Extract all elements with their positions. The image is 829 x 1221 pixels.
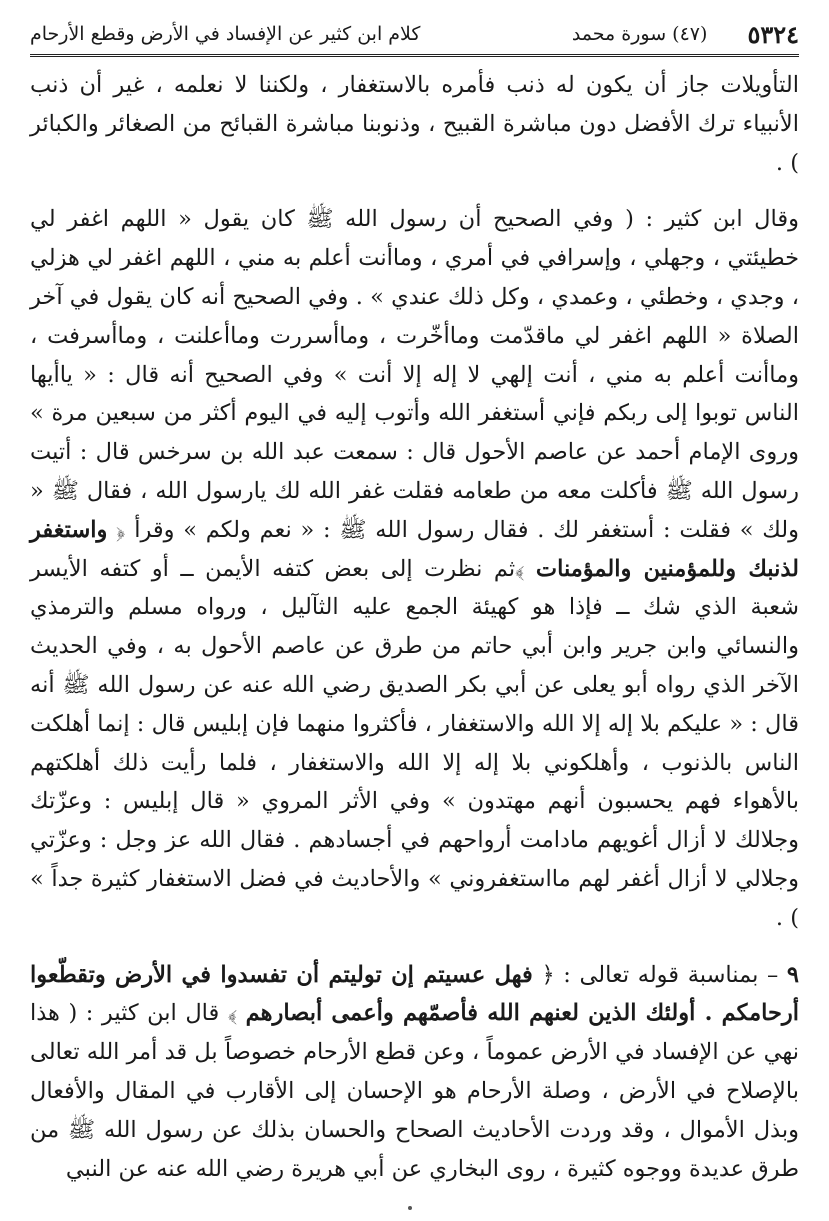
page-mark (408, 1206, 412, 1210)
text-run: – بمناسبة قوله تعالى : ﴿ (532, 961, 787, 988)
paragraph (30, 66, 799, 182)
bold-text: فهل عسيتم إن توليتم أن تفسدوا في الأرض وتقطّعوا أرحامكم . أولئك الذين لعنهم الله فأصمّهم وأعمى أبصارهم (30, 961, 800, 1027)
page-body (30, 66, 799, 1188)
text-run: ﴾ثم نظرت إلى بعض كتفه الأيمن ــ أو كتفه الأيسر شعبة الذي شك ــ فإذا هو كهيئة الجمع عليه الثآليل ، ورواه مسلم والترمذي والنسائي وابن جرير وابن أبي حاتم من طرق عن عاصم الأحول به ، وفي الحديث الآخر الذي رواه أبو يعلى عن أبي بكر الصديق رضي الله عنه عن رسول الله ﷺ أنه قال : « عليكم بلا إله إلا الله والاستغفار ، فأكثروا منهما فإن إبليس قال : إنما أهلكت الناس بالذنوب ، وأهلكوني بلا إله إلا الله والاستغفار ، فلما رأيت ذلك أهلكتهم بالأهواء فهم يحسبون أنهم مهتدون » وفي الأثر المروي « قال إبليس : وعزّتك وجلالك لا أزال أغويهم مادامت أرواحهم في أجسادهم . فقال الله عز وجل : وعزّتي وجلالي لا أزال أغفر لهم مااستغفروني » والأحاديث في فضل الاستغفار كثيرة جداً » ) . (30, 555, 799, 931)
bold-text: واستغفر لذنبك وللمؤمنين والمؤمنات (30, 516, 800, 582)
paragraph (30, 200, 799, 937)
page-number: ٥٣٢٤ (747, 19, 799, 49)
bold-text: ٩ (786, 961, 799, 988)
text-run: وقال ابن كثير : ( وفي الصحيح أن رسول الله ﷺ كان يقول « اللهم اغفر لي خطيئتي ، وجهلي ، وإسرافي في أمري ، وماأنت أعلم به مني ، اللهم اغفر لي هزلي ، وجدي ، وخطئي ، وعمدي ، وكل ذلك عندي » . وفي الصحيح أنه كان يقول في آخر الصلاة « اللهم اغفر لي ماقدّمت وماأخّرت ، وماأسررت وماأعلنت ، وماأسرفت ، وماأنت أعلم به مني ، أنت إلهي لا إله إلا أنت » وفي الصحيح أنه قال : « ياأيها الناس توبوا إلى ربكم فإني أستغفر الله وأتوب إليه في اليوم أكثر من سبعين مرة » وروى الإمام أحمد عن عاصم الأحول قال : سمعت عبد الله بن سرخس قال : أتيت رسول الله ﷺ فأكلت معه من طعامه فقلت غفر الله لك يارسول الله ، فقال ﷺ « ولك » فقلت : أستغفر لك . فقال رسول الله ﷺ : « نعم ولكم » وقرأ ﴿ (30, 206, 800, 543)
text-run: ﴾ قال ابن كثير : ( هذا نهي عن الإفساد في الأرض عموماً ، وعن قطع الأرحام خصوصاً بل قد أمر الله تعالى بالإصلاح في الأرض ، وصلة الأرحام هو الإحسان إلى الأقارب في المقال والأفعال وبذل الأموال ، وقد وردت الأحاديث الصحاح والحسان بذلك عن رسول الله ﷺ من طرق عديدة ووجوه كثيرة ، روى البخاري عن أبي هريرة رضي الله عنه عن النبي (30, 1000, 799, 1182)
paragraph (30, 956, 799, 1189)
surah-label: (٤٧) سورة محمد (571, 23, 708, 45)
page-header (30, 14, 799, 57)
text-run: التأويلات جاز أن يكون له ذنب فأمره بالاستغفار ، ولكننا لا نعلمه ، غير أن ذنب الأنبياء ترك الأفضل دون مباشرة القبيح ، وذنوبنا مباشرة القبائح من الصغائر والكبائر ) . (30, 72, 799, 176)
running-title: كلام ابن كثير عن الإفساد في الأرض وقطع الأرحام (30, 23, 421, 45)
